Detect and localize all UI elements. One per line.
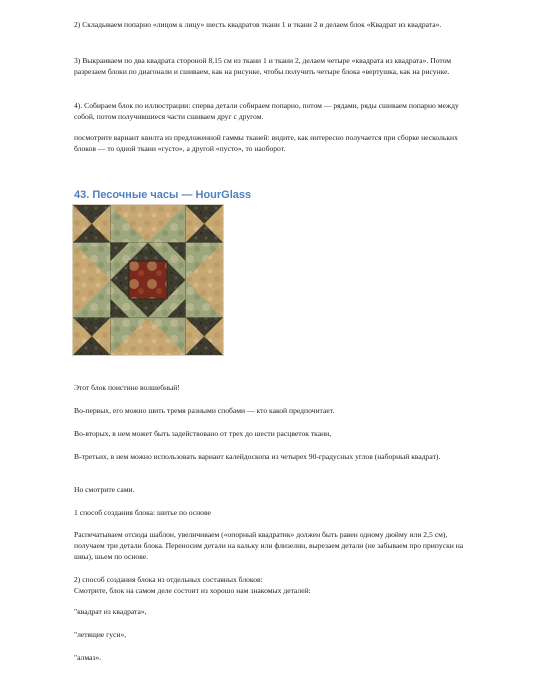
paragraph-step-3: 3) Выкраиваем по два квадрата стороной 8,15 см из ткани 1 и ткани 2, делаем четыре «квадрата из квадрата». Потом разрезаем блоки по диагонали и сшиваем, как на рисунке, чтобы получить четыре блока «вертушка, как на рисунке. (74, 56, 452, 76)
list-item-flying-geese: "летящие гуси», (74, 630, 127, 639)
corner-unit-bottom-right (186, 318, 224, 356)
corner-unit-bottom-left (73, 318, 111, 356)
list-item-diamond: "алмаз». (74, 653, 102, 662)
corner-unit-top-left (73, 205, 111, 243)
paragraph-third: В-третьих, в нем можно использовать вариант калейдоскопа из четырех 90-градусных углов (наборный квадрат). (74, 452, 441, 461)
paragraph-second: Во-вторых, в нем может быть задействовано от трех до шести расцветок ткани, (74, 429, 332, 438)
section-title: 43. Песочные часы — HourGlass (74, 189, 252, 201)
paragraph-magic: Этот блок поистине волшебный! (74, 383, 180, 392)
paragraph-look: Но смотрите сами. (74, 485, 135, 494)
paragraph-quilt-variant: посмотрите вариант квилта из предложенной гаммы тканей: видите, как интересно получается при сборке нескольких блоков — то одной ткани «густо», а другой «пусто», то наоборот. (74, 133, 458, 153)
paragraph-first: Во-первых, его можно шить тремя разными спобами — кто какой предпочитает. (74, 406, 335, 415)
paragraph-step-4: 4). Собираем блок по иллюстрации: сперва детали собираем попарно, потом — рядами, ряды сшиваем попарно между собой, потом получившиеся части сшиваем друг с другом. (74, 101, 459, 121)
list-item-square-in-square: "квадрат из квадрата», (74, 607, 147, 616)
paragraph-method-2: 2) способ создания блока из отдельных составных блоков: Смотрите, блок на самом деле состоит из хорошо нам знакомых деталей: (74, 575, 311, 595)
paragraph-method-1: 1 способ создания блока: шитье по основе (74, 508, 211, 517)
paragraph-template: Распечатываем отсюда шаблон, увеличиваем («опорный квадратик» должен быть равен одному дюйму или 2,5 см), получаем три детали блока. Переносим детали на кальку или флизелин, вырезаем детали (не забываем про припуски на швы), шьем по основе. (74, 530, 464, 561)
corner-unit-top-right (186, 205, 224, 243)
hourglass-block-image (73, 205, 223, 355)
paragraph-step-2: 2) Складываем попарно «лицом к лицу» шесть квадратов ткани 1 и ткани 2 и делаем блок «Квадрат из квадрата». (74, 20, 442, 29)
